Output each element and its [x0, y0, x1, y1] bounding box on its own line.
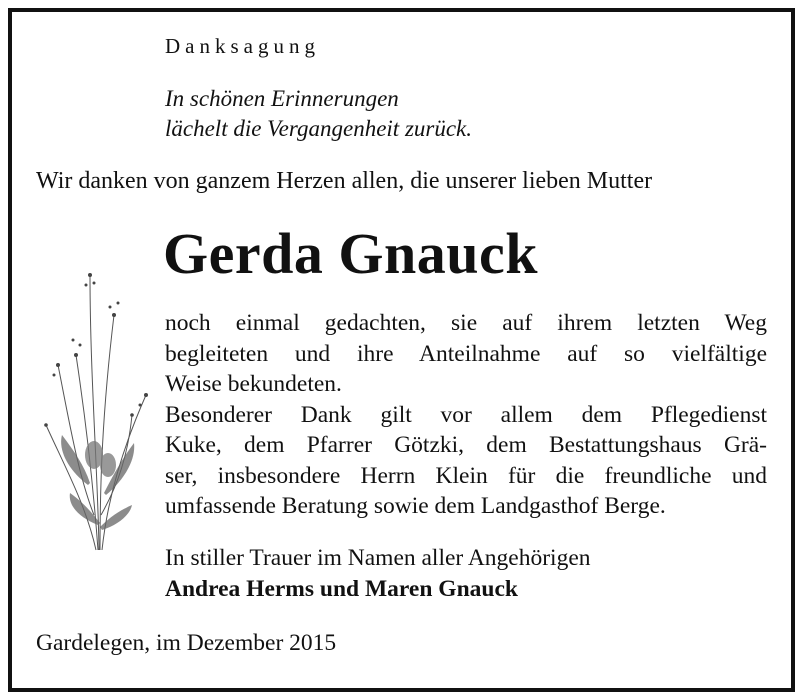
quote	[165, 84, 472, 144]
signatories: Andrea Herms und Maren Gnauck	[165, 576, 518, 602]
body-line: Kuke, dem Pfarrer Götzki, dem Bestattungshaus Grä-	[165, 432, 767, 458]
body-line: begleiteten und ihre Anteilnahme auf so vielfältige	[165, 340, 767, 367]
quote-line-2: lächelt die Vergangenheit zurück.	[165, 116, 473, 141]
notice-heading: Danksagung	[165, 34, 320, 58]
mourning-line: In stiller Trauer im Namen aller Angehörigen	[165, 545, 591, 571]
grass-plant-icon	[28, 255, 168, 555]
deceased-name: Gerda Gnauck	[163, 221, 538, 286]
body-line: Besonderer Dank gilt vor allem dem Pflegedienst	[165, 401, 767, 428]
body-line: ser, insbesondere Herrn Klein für die freundliche und	[165, 462, 767, 489]
body-text	[165, 308, 767, 522]
body-line: Weise bekundeten.	[165, 371, 342, 397]
place-date: Gardelegen, im Dezember 2015	[36, 630, 337, 656]
quote-line-1: In schönen Erinnerungen	[165, 86, 399, 111]
body-line: noch einmal gedachten, sie auf ihrem letzten Weg	[165, 310, 767, 336]
body-line: umfassende Beratung sowie dem Landgasthof Berge.	[165, 493, 666, 519]
thanks-intro: Wir danken von ganzem Herzen allen, die unserer lieben Mutter	[36, 168, 653, 194]
